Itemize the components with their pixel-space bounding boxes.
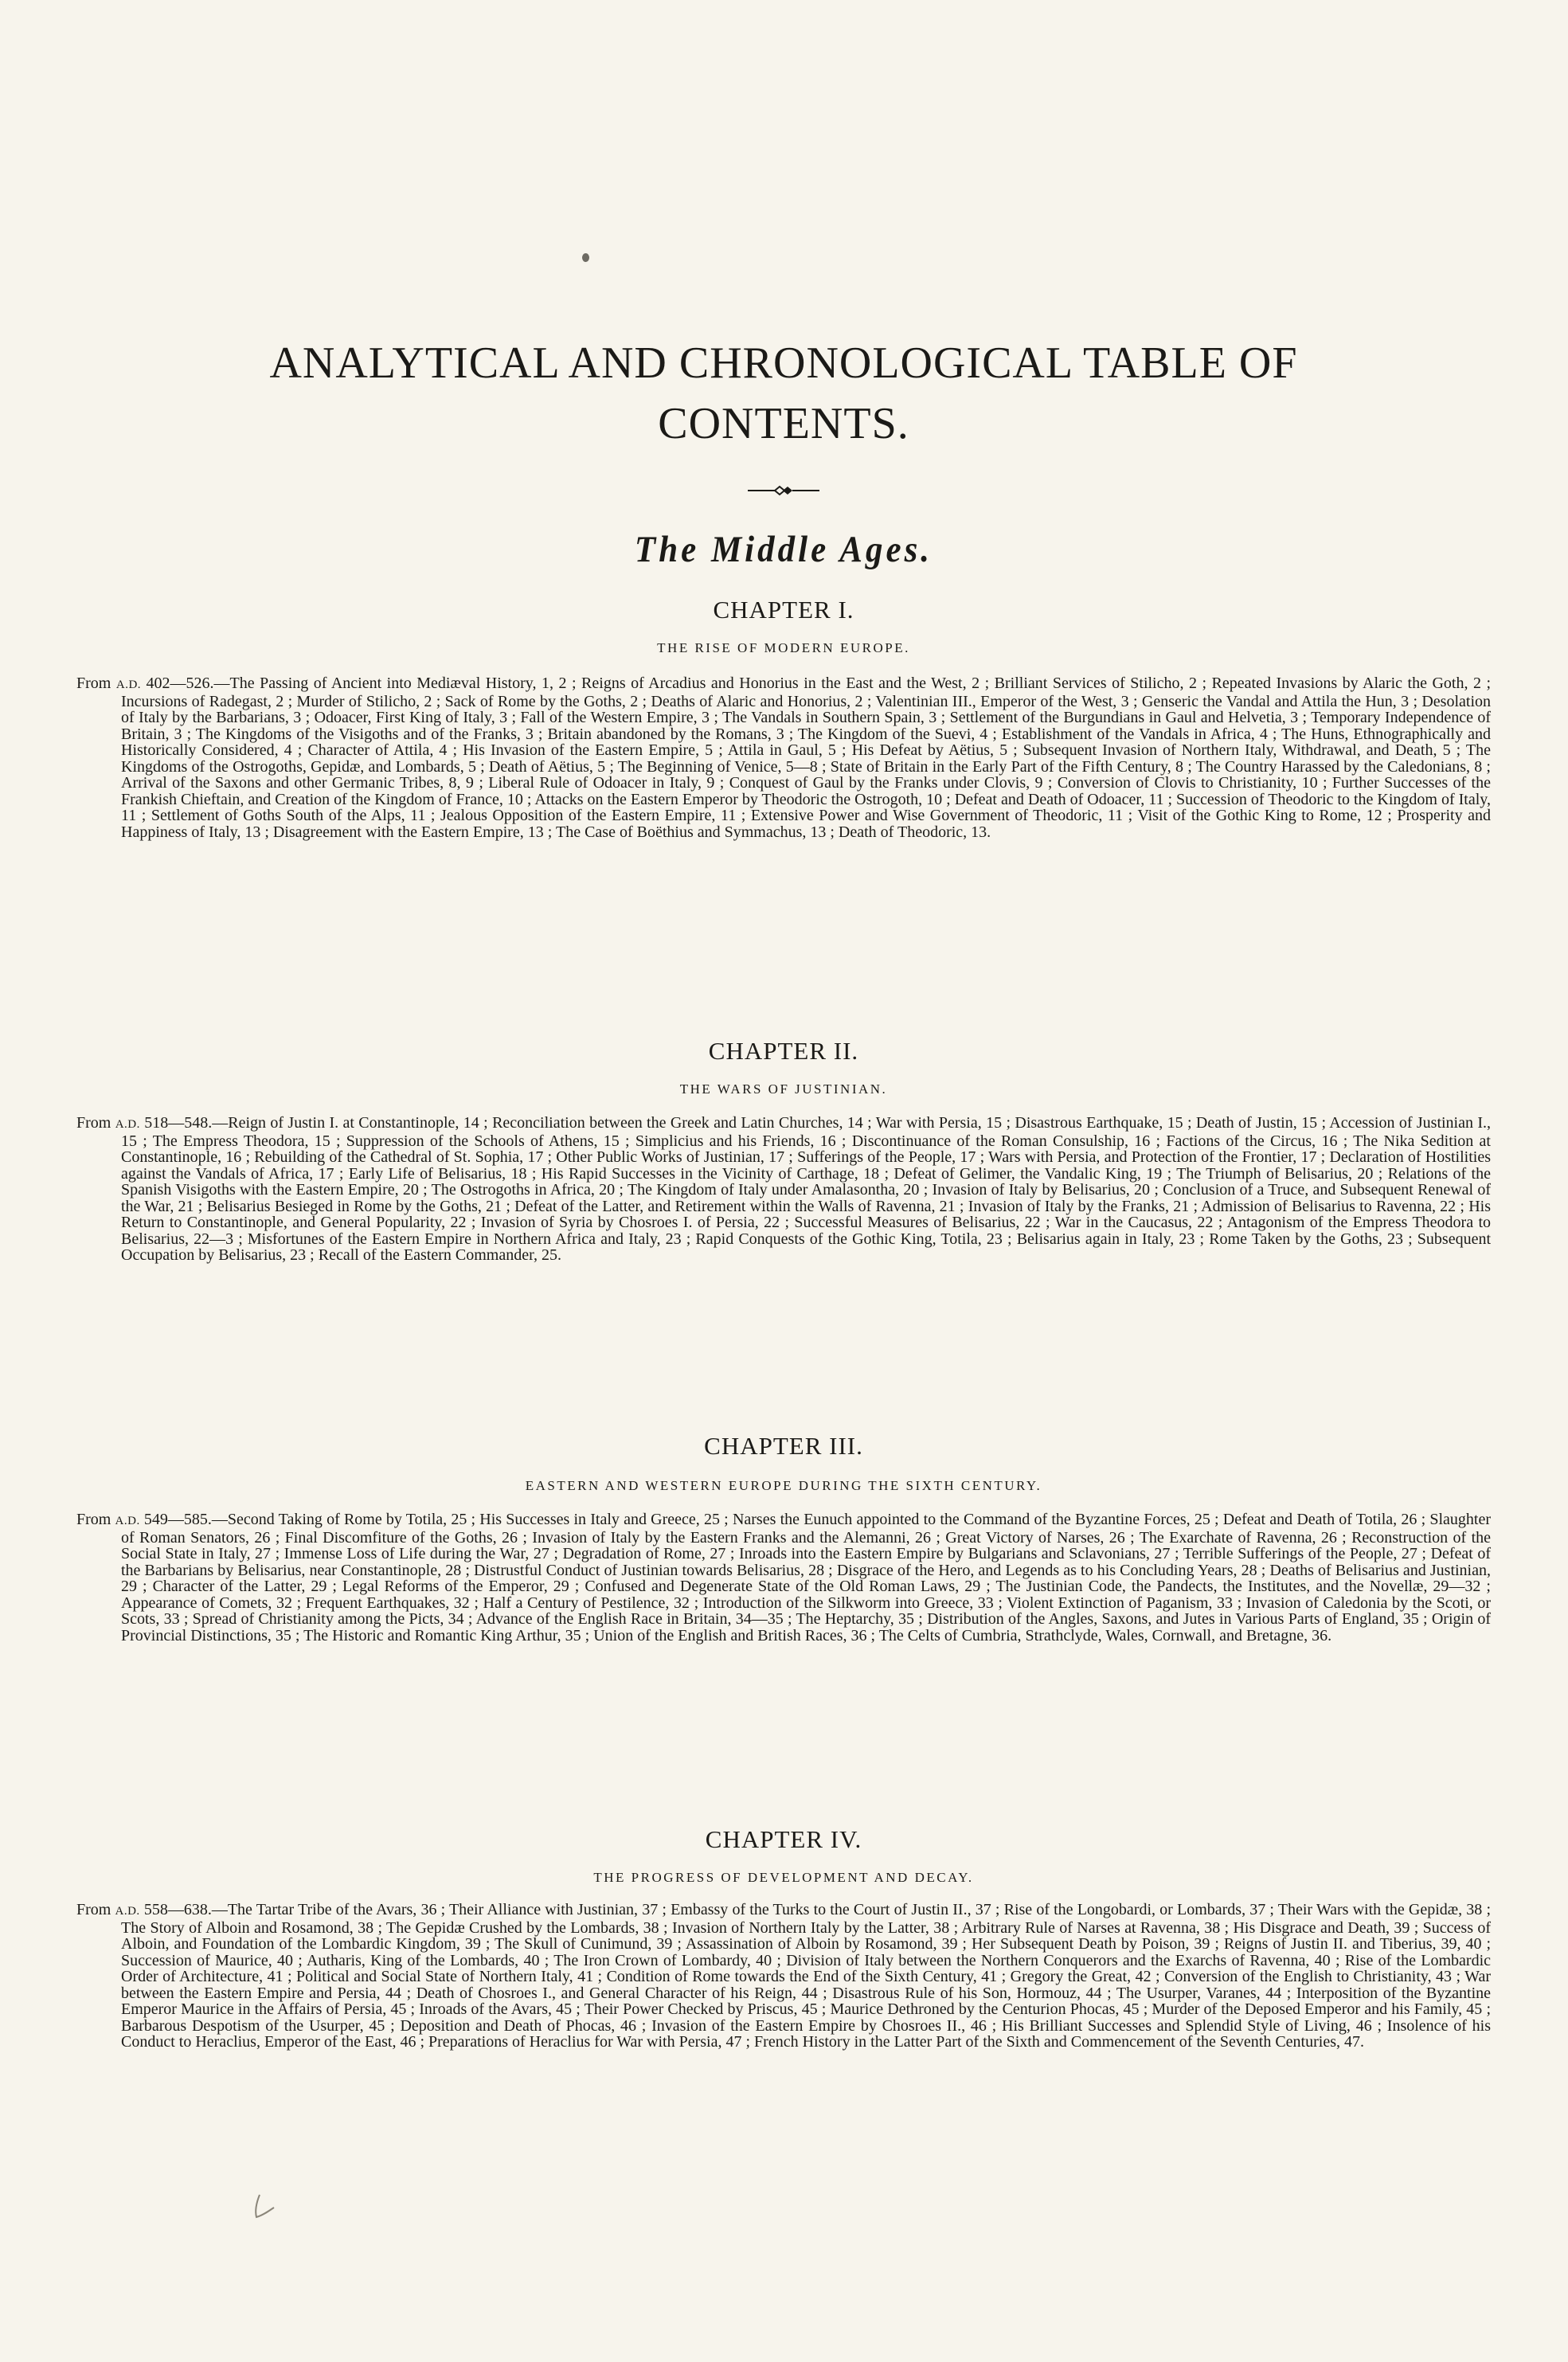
chapter-subtitle: THE WARS OF JUSTINIAN. bbox=[679, 1081, 888, 1097]
chapter-subtitle: EASTERN AND WESTERN EUROPE DURING THE SIXTH CENTURY. bbox=[525, 1478, 1042, 1493]
title-line-1: ANALYTICAL AND CHRONOLOGICAL TABLE OF bbox=[269, 338, 1298, 388]
chapter-subtitle: THE PROGRESS OF DEVELOPMENT AND DECAY. bbox=[593, 1870, 974, 1885]
chapter-heading: CHAPTER II. bbox=[708, 1037, 859, 1065]
ink-dot bbox=[582, 253, 589, 262]
chapter-heading: CHAPTER I. bbox=[713, 596, 854, 624]
chapter-subtitle: THE RISE OF MODERN EUROPE. bbox=[657, 640, 910, 655]
section-title: The Middle Ages. bbox=[634, 530, 933, 570]
title-line-2: CONTENTS. bbox=[658, 399, 909, 448]
chapter-summary: From A.D. 558—638.—The Tartar Tribe of the Avars, 36 ; Their Alliance with Justinian, 37 ; Embassy of the Turks to the Court of Justin II., 37 ; Rise of the Longobardi, or Lombards, 37 ; Their Wars with the Gepidæ, 38 ; The Story of Alboin and Rosamond, 38 ; The Gepidæ Crushed by the Lombards, 38 ; Invasion of Northern Italy by the Latter, 38 ; Arbitrary Rule of Narses at Ravenna, 38 ; His Disgrace and Death, 39 ; Success of Alboin, and Foundation of the Lombardic Kingdom, 39 ; The Skull of Cunimund, 39 ; Assassination of Alboin by Rosamond, 39 ; Her Subsequent Death by Poison, 39 ; Reigns of Justin II. and Tiberius, 39, 40 ; Succession of Maurice, 40 ; Autharis, King of the Lombards, 40 ; The Iron Crown of Lombardy, 40 ; Division of Italy between the Northern Conquerors and the Exarchs of Ravenna, 40 ; Rise of the Lombardic Order of Architecture, 41 ; Political and Social State of Northern Italy, 41 ; Condition of Rome towards the End of the Sixth Century, 41 ; Gregory the Great, 42 ; Conversion of the English to Christianity, 43 ; War between the Eastern Empire and Persia, 44 ; Death of Chosroes I., and General Character of his Reign, 44 ; Disastrous Rule of his Son, Hormouz, 44 ; The Usurper, Varanes, 44 ; Interposition of the Byzantine Emperor Maurice in the Affairs of Persia, 45 ; Inroads of the Avars, 45 ; Their Power Checked by Priscus, 45 ; Maurice Dethroned by the Centurion Phocas, 45 ; Murder of the Deposed Emperor and his Family, 45 ; Barbarous Despotism of the Usurper, 45 ; Deposition and Death of Phocas, 46 ; Invasion of the Eastern Empire by Chosroes II., 46 ; His Brilliant Successes and Splendid Style of Living, 46 ; Insolence of his Conduct to Heraclius, Emperor of the East, 46 ; Preparations of Heraclius for War with Persia, 47 ; French History in the Latter Part of the Sixth and Commencement of the Seventh Centuries, 47. bbox=[76, 1901, 1491, 2051]
chapter-heading: CHAPTER III. bbox=[704, 1432, 863, 1460]
chapter-summary: From A.D. 402—526.—The Passing of Ancient into Mediæval History, 1, 2 ; Reigns of Arcadius and Honorius in the East and the West, 2 ; Brilliant Services of Stilicho, 2 ; Repeated Invasions by Alaric the Goth, 2 ; Incursions of Radegast, 2 ; Murder of Stilicho, 2 ; Sack of Rome by the Goths, 2 ; Deaths of Alaric and Honorius, 2 ; Valentinian III., Emperor of the West, 3 ; Genseric the Vandal and Attila the Hun, 3 ; Desolation of Italy by the Barbarians, 3 ; Odoacer, First King of Italy, 3 ; Fall of the Western Empire, 3 ; The Vandals in Southern Spain, 3 ; Settlement of the Burgundians in Gaul and Helvetia, 3 ; Temporary Independence of Britain, 3 ; The Kingdoms of the Visigoths and of the Franks, 3 ; Britain abandoned by the Romans, 3 ; The Kingdom of the Suevi, 4 ; Establishment of the Vandals in Africa, 4 ; The Huns, Ethnographically and Historically Considered, 4 ; Character of Attila, 4 ; His Invasion of the Eastern Empire, 5 ; Attila in Gaul, 5 ; His Defeat by Aëtius, 5 ; Subsequent Invasion of Northern Italy, Withdrawal, and Death, 5 ; The Kingdoms of the Ostrogoths, Gepidæ, and Lombards, 5 ; Death of Aëtius, 5 ; The Beginning of Venice, 5—8 ; State of Britain in the Early Part of the Fifth Century, 8 ; The Country Harassed by the Caledonians, 8 ; Arrival of the Saxons and other Germanic Tribes, 8, 9 ; Liberal Rule of Odoacer in Italy, 9 ; Conquest of Gaul by the Franks under Clovis, 9 ; Conversion of Clovis to Christianity, 10 ; Further Successes of the Frankish Chieftain, and Creation of the Kingdom of France, 10 ; Attacks on the Eastern Emperor by Theodoric the Ostrogoth, 10 ; Defeat and Death of Odoacer, 11 ; Succession of Theodoric to the Kingdom of Italy, 11 ; Settlement of Goths South of the Alps, 11 ; Jealous Opposition of the Eastern Empire, 11 ; Extensive Power and Wise Government of Theodoric, 11 ; Visit of the Gothic King to Rome, 12 ; Prosperity and Happiness of Italy, 13 ; Disagreement with the Eastern Empire, 13 ; The Case of Boëthius and Symmachus, 13 ; Death of Theodoric, 13. bbox=[76, 675, 1492, 841]
chapter-heading: CHAPTER IV. bbox=[705, 1825, 862, 1853]
ornament-divider bbox=[76, 483, 1491, 499]
chapter-summary: From A.D. 518—548.—Reign of Justin I. at Constantinople, 14 ; Reconciliation between the Greek and Latin Churches, 14 ; War with Persia, 15 ; Disastrous Earthquake, 15 ; Death of Justin, 15 ; Accession of Justinian I., 15 ; The Empress Theodora, 15 ; Suppression of the Schools of Athens, 15 ; Simplicius and his Friends, 16 ; Discontinuance of the Roman Consulship, 16 ; Factions of the Circus, 16 ; The Nika Sedition at Constantinople, 16 ; Rebuilding of the Cathedral of St. Sophia, 17 ; Other Public Works of Justinian, 17 ; Sufferings of the People, 17 ; Wars with Persia, and Protection of the Frontier, 17 ; Declaration of Hostilities against the Vandals of Africa, 17 ; Early Life of Belisarius, 18 ; His Rapid Successes in the Vicinity of Carthage, 18 ; Defeat of Gelimer, the Vandalic King, 19 ; The Triumph of Belisarius, 20 ; Relations of the Spanish Visigoths with the Eastern Empire, 20 ; The Ostrogoths in Africa, 20 ; The Kingdom of Italy under Amalasontha, 20 ; Invasion of Italy by Belisarius, 20 ; Conclusion of a Truce, and Subsequent Renewal of the War, 21 ; Belisarius Besieged in Rome by the Goths, 21 ; Defeat of the Latter, and Retirement within the Walls of Ravenna, 21 ; Invasion of Italy by the Franks, 21 ; Admission of Belisarius to Ravenna, 22 ; His Return to Constantinople, and General Popularity, 22 ; Invasion of Syria by Chosroes I. of Persia, 22 ; Successful Measures of Belisarius, 22 ; War in the Caucasus, 22 ; Antagonism of the Empress Theodora to Belisarius, 22—3 ; Misfortunes of the Eastern Empire in Northern Africa and Italy, 23 ; Rapid Conquests of the Gothic King, Totila, 23 ; Belisarius again in Italy, 23 ; Rome Taken by the Goths, 23 ; Subsequent Occupation by Belisarius, 23 ; Recall of the Eastern Commander, 25. bbox=[76, 1114, 1492, 1264]
chapter-summary: From A.D. 549—585.—Second Taking of Rome by Totila, 25 ; His Successes in Italy and Greece, 25 ; Narses the Eunuch appointed to the Command of the Byzantine Forces, 25 ; Defeat and Death of Totila, 26 ; Slaughter of Roman Senators, 26 ; Final Discomfiture of the Goths, 26 ; Invasion of Italy by the Eastern Franks and the Alemanni, 26 ; Great Victory of Narses, 26 ; The Exarchate of Ravenna, 26 ; Reconstruction of the Social State in Italy, 27 ; Immense Loss of Life during the War, 27 ; Degradation of Rome, 27 ; Inroads into the Eastern Empire by Bulgarians and Sclavonians, 27 ; Terrible Sufferings of the People, 27 ; Defeat of the Barbarians by Belisarius, near Constantinople, 28 ; Distrustful Conduct of Justinian towards Belisarius, 28 ; Disgrace of the Hero, and Legends as to his Concluding Years, 28 ; Deaths of Belisarius and Justinian, 29 ; Character of the Latter, 29 ; Legal Reforms of the Emperor, 29 ; Confused and Degenerate State of the Old Roman Laws, 29 ; The Justinian Code, the Pandects, the Institutes, and the Novellæ, 29—32 ; Appearance of Comets, 32 ; Frequent Earthquakes, 32 ; Half a Century of Pestilence, 32 ; Introduction of the Silkworm into Greece, 33 ; Violent Extinction of Paganism, 33 ; Invasion of Caledonia by the Scoti, or Scots, 33 ; Spread of Christianity among the Picts, 34 ; Advance of the English Race in Britain, 34—35 ; The Heptarchy, 35 ; Distribution of the Angles, Saxons, and Jutes in Various Parts of England, 35 ; Origin of Provincial Distinctions, 35 ; The Historic and Romantic King Arthur, 35 ; Union of the English and British Races, 36 ; The Celts of Cumbria, Strathclyde, Wales, Cornwall, and Bretagne, 36. bbox=[76, 1511, 1491, 1644]
page-title bbox=[76, 333, 1491, 454]
signature-mark bbox=[252, 2192, 279, 2227]
